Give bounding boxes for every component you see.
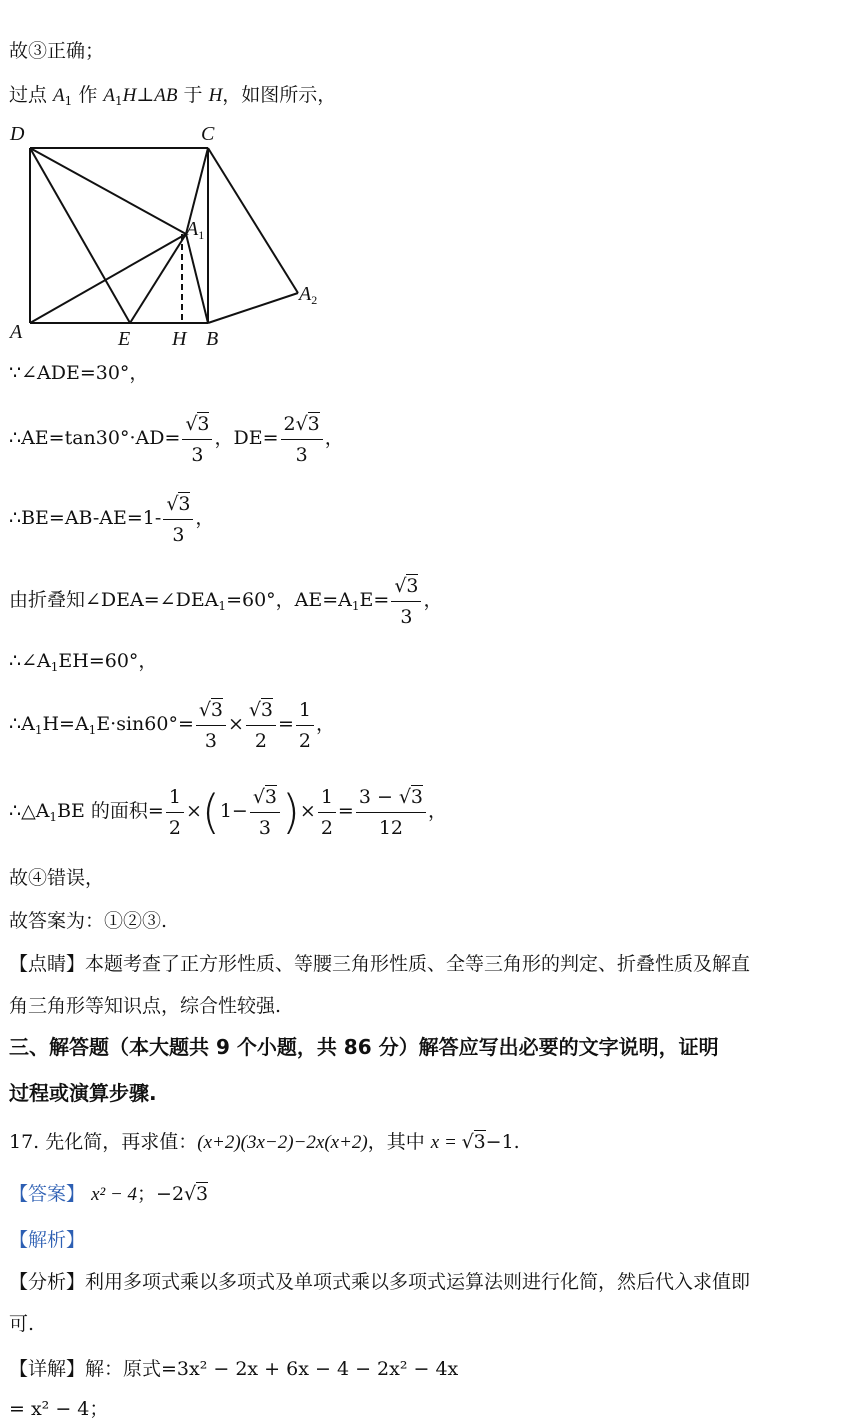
seg-AA1: [30, 234, 186, 323]
line-result: = x² − 4；: [9, 1398, 109, 1420]
line-BE: ∴BE=AB-AE=1- √ $\frac{3}{3}$ ，: [9, 488, 214, 548]
line-AE-DE: ∴AE=tan30°·AD= √ $\frac{3}{3}$ ，DE= $\frac{2√ 3}{3}$ ，: [9, 408, 344, 468]
seg-BA2: [208, 293, 298, 323]
line-dianjing-2: 角三角形等知识点，综合性较强.: [9, 995, 282, 1017]
line-angle-A1EH: $\therefore\angle A_1EH=60^\circ$，: [9, 650, 158, 674]
label-A1: $A_1$: [186, 218, 205, 242]
line-xiangjie: 【详解】解：原式=3x² − 2x + 6x − 4 − 2x² − 4x: [9, 1358, 459, 1380]
question-17: 17. 先化简，再求值：(x+2)(3x−2)−2x(x+2)，其中 x = √ 3−1.: [9, 1131, 520, 1154]
answer-tag: 【答案】: [9, 1183, 86, 1205]
line-area: $\therefore\triangle A_1BE$ 的面积= $\frac{1}{2}$ ×(1− √ $\frac{3}{3}$ )× $\frac{1}{2}$ = $\frac{3 - √ 3}{12}$ ，: [9, 778, 447, 844]
section-heading-1: 三、解答题（本大题共 9 个小题，共 86 分）解答应写出必要的文字说明，证明: [9, 1035, 719, 1059]
label-E: E: [118, 328, 131, 350]
line-fenxi-1: 【分析】利用多项式乘以多项式及单项式乘以多项式运算法则进行化简，然后代入求值即: [9, 1271, 751, 1293]
line-construction: 过点 $A_1$ 作 $A_1H\perp AB$ 于 H，如图所示，: [9, 84, 337, 108]
section-heading-2: 过程或演算步骤.: [9, 1081, 157, 1105]
seg-CA2: [208, 148, 298, 293]
line-fenxi-2: 可.: [9, 1313, 35, 1335]
seg-DE: [30, 148, 130, 323]
line-dianjing-1: 【点睛】本题考查了正方形性质、等腰三角形性质、全等三角形的判定、折叠性质及解直: [9, 953, 751, 975]
line-conclusion-3: 故③正确；: [9, 40, 105, 62]
answer-line: 【答案】 x² − 4；−2√ 3: [9, 1183, 208, 1206]
label-D: D: [10, 123, 25, 145]
label-B: B: [206, 328, 219, 350]
line-A1H: $\therefore A_1H=A_1E\cdot\sin 60^\circ=$ √ $\frac{3}{3}$ × √ $\frac{3}{2}$ = $\frac{1}{2}$ ，: [9, 694, 335, 754]
line-angle-ADE: ∵∠ADE=30°，: [9, 362, 149, 384]
line-answer-summary: 故答案为：①②③.: [9, 910, 168, 932]
label-A2: $A_2$: [299, 283, 318, 307]
line-folding: 由折叠知$\angle DEA=\angle DEA_1=60^\circ$，$AE=A_1E=$ √ $\frac{3}{3}$ ，: [9, 570, 442, 630]
geometry-figure: [8, 118, 338, 353]
seg-A1B: [186, 234, 208, 323]
label-C: C: [201, 123, 215, 145]
seg-EA1: [130, 234, 186, 323]
line-conclusion-4: 故④错误，: [9, 867, 105, 889]
label-A: A: [10, 321, 23, 343]
label-H: H: [172, 328, 187, 350]
seg-DA1: [30, 148, 186, 234]
analysis-tag: 【解析】: [9, 1229, 86, 1251]
